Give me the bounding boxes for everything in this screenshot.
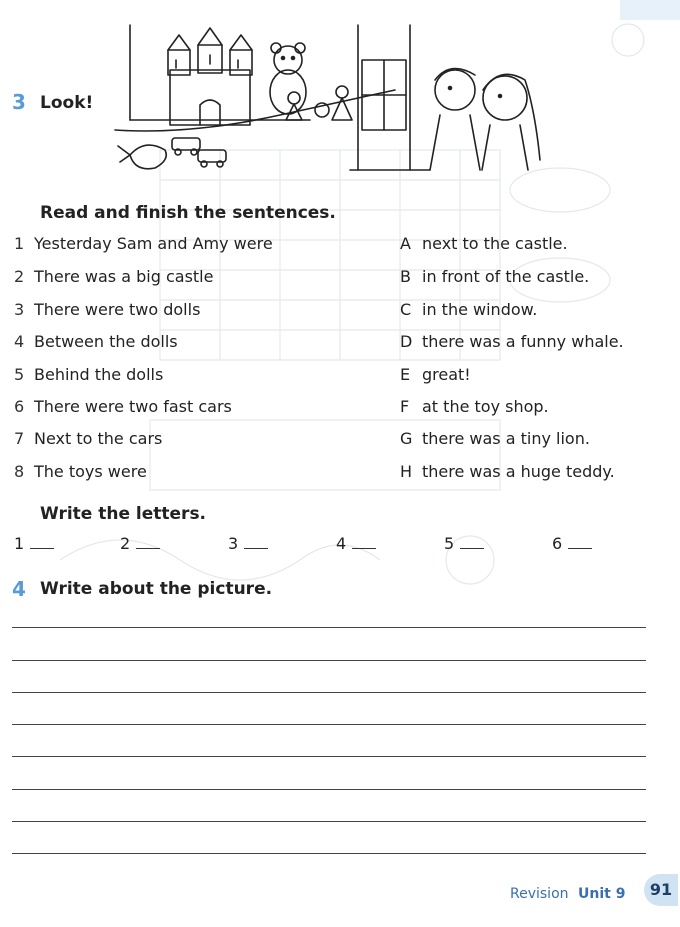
- exercise-3-number: 3: [12, 90, 26, 114]
- sentence-4: 4 Between the dolls: [14, 332, 178, 351]
- sentence-3: 3 There were two dolls: [14, 300, 201, 319]
- footer-unit-label: Unit 9: [578, 886, 626, 902]
- answer-slot-1[interactable]: 1: [14, 534, 54, 553]
- writing-line[interactable]: [12, 692, 646, 693]
- option-c: C in the window.: [400, 300, 538, 319]
- writing-line[interactable]: [12, 756, 646, 757]
- exercise-4-title: Write about the picture.: [40, 579, 273, 599]
- toy-shop-illustration: [110, 20, 560, 190]
- exercise-4-number: 4: [12, 577, 26, 601]
- sentence-1: 1 Yesterday Sam and Amy were: [14, 234, 273, 253]
- answer-slot-2[interactable]: 2: [120, 534, 160, 553]
- answer-slot-6[interactable]: 6: [552, 534, 592, 553]
- writing-line[interactable]: [12, 853, 646, 854]
- answer-slot-4[interactable]: 4: [336, 534, 376, 553]
- sentence-8: 8 The toys were: [14, 462, 147, 481]
- option-a: A next to the castle.: [400, 234, 568, 253]
- writing-line[interactable]: [12, 821, 646, 822]
- exercise-3-title: Look!: [40, 93, 94, 113]
- sentence-6: 6 There were two fast cars: [14, 397, 232, 416]
- footer-section-label: Revision: [510, 886, 569, 902]
- write-the-letters-heading: Write the letters.: [40, 504, 207, 524]
- read-and-finish-heading: Read and finish the sentences.: [40, 203, 336, 223]
- answer-slot-5[interactable]: 5: [444, 534, 484, 553]
- writing-line[interactable]: [12, 789, 646, 790]
- writing-line[interactable]: [12, 724, 646, 725]
- option-f: F at the toy shop.: [400, 397, 549, 416]
- option-g: G there was a tiny lion.: [400, 429, 590, 448]
- sentence-2: 2 There was a big castle: [14, 267, 214, 286]
- writing-line[interactable]: [12, 627, 646, 628]
- option-h: H there was a huge teddy.: [400, 462, 615, 481]
- sentence-5: 5 Behind the dolls: [14, 365, 164, 384]
- sentence-7: 7 Next to the cars: [14, 429, 163, 448]
- option-b: B in front of the castle.: [400, 267, 590, 286]
- option-d: D there was a funny whale.: [400, 332, 624, 351]
- option-e: E great!: [400, 365, 471, 384]
- writing-line[interactable]: [12, 660, 646, 661]
- answer-slot-3[interactable]: 3: [228, 534, 268, 553]
- page-number: 91: [644, 874, 678, 906]
